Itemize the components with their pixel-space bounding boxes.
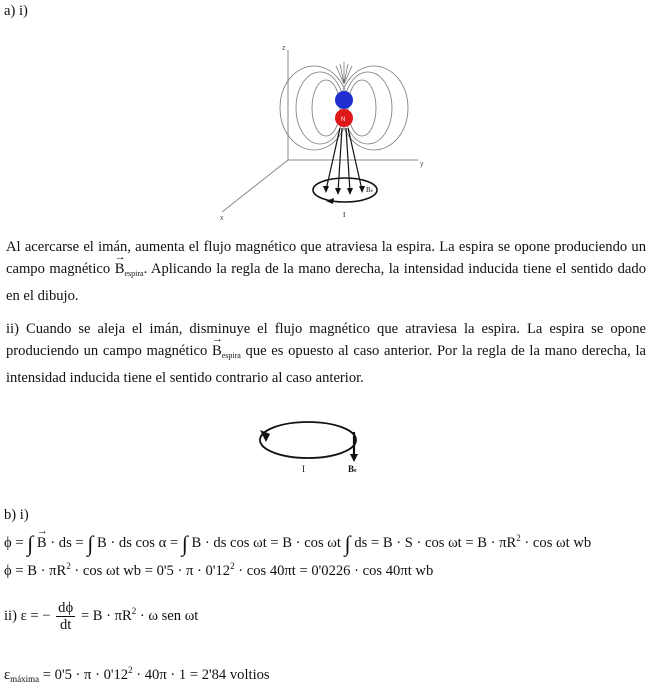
- loop-ellipse-2: [260, 422, 356, 458]
- be-arrow-2: [350, 454, 358, 462]
- equation-emf: ii) ε = − $\frac{d\phi}{dt}$ = $B \cdot \pi R^2 \cdot \omega$ sen ωt: [4, 600, 199, 633]
- magnet-n-label: N: [341, 117, 346, 123]
- be-label-2: Be: [348, 464, 357, 474]
- p2-text-a: ii) Cuando se aleja el imán, disminuye el flujo magnético que atraviesa la espira. La espira se opone produciendo un campo magnético: [6, 321, 646, 359]
- section-a-label: a) i): [4, 3, 28, 19]
- axis-z-label: z: [282, 45, 286, 52]
- equation-flux-1: ϕ = ∫ → B · ds = ∫ B · ds cos α = ∫ B · ds cos ωt = B · cos ωt ∫ ds = $B \cdot S \cdot \cos \omega t = B \cdot \pi R^2 \cdot \cos \omega t$ wb: [4, 528, 591, 554]
- magnet-north-pole: [335, 91, 353, 109]
- current-i-label: I: [343, 211, 346, 219]
- p1-text-a: Al acercarse el imán, aumenta el flujo magnético que atraviesa la espira. La espira se opone produciendo un campo magnético: [6, 239, 646, 277]
- section-b-label: b) i): [4, 507, 29, 523]
- b-espira-vector-2: → $B_{espira}$: [212, 340, 241, 367]
- current-i-label-2: I: [302, 464, 305, 474]
- equation-flux-2: $\phi = B \cdot \pi R^2 \cdot \cos \omega t$ wb = $0'5 \cdot \pi \cdot 0'12^2 \cdot \cos 40\pi t = 0'0226 \cdot \cos 40\pi t$ wb: [4, 561, 434, 579]
- equation-emf-max: $\varepsilon_{máxima} = 0'5 \cdot \pi \cdot 0'12^2 \cdot 40\pi \cdot 1 = 2'84$ voltios: [4, 665, 270, 684]
- current-arrow: [326, 198, 334, 204]
- p2-text-b: que es opuesto al caso anterior. Por la regla de la mano derecha, la intensidad inducida tiene el sentido contrario al caso anterior.: [6, 343, 646, 386]
- b-espira-vector: → $B_{espira}$: [115, 258, 144, 285]
- be-label: Be: [366, 186, 373, 194]
- p1-text-b: . Aplicando la regla de la mano derecha, la intensidad inducida tiene el sentido dado en el dibujo.: [6, 261, 646, 304]
- derivative-fraction: $\frac{d\phi}{dt}$: [58, 600, 74, 633]
- loop-opposite-figure: [250, 410, 390, 482]
- paragraph-approach: [6, 236, 646, 307]
- magnet-loop-figure: [200, 40, 440, 225]
- paragraph-recede: [6, 318, 646, 389]
- axis-y-label: y: [420, 161, 424, 168]
- axis-x-label: x: [220, 215, 224, 222]
